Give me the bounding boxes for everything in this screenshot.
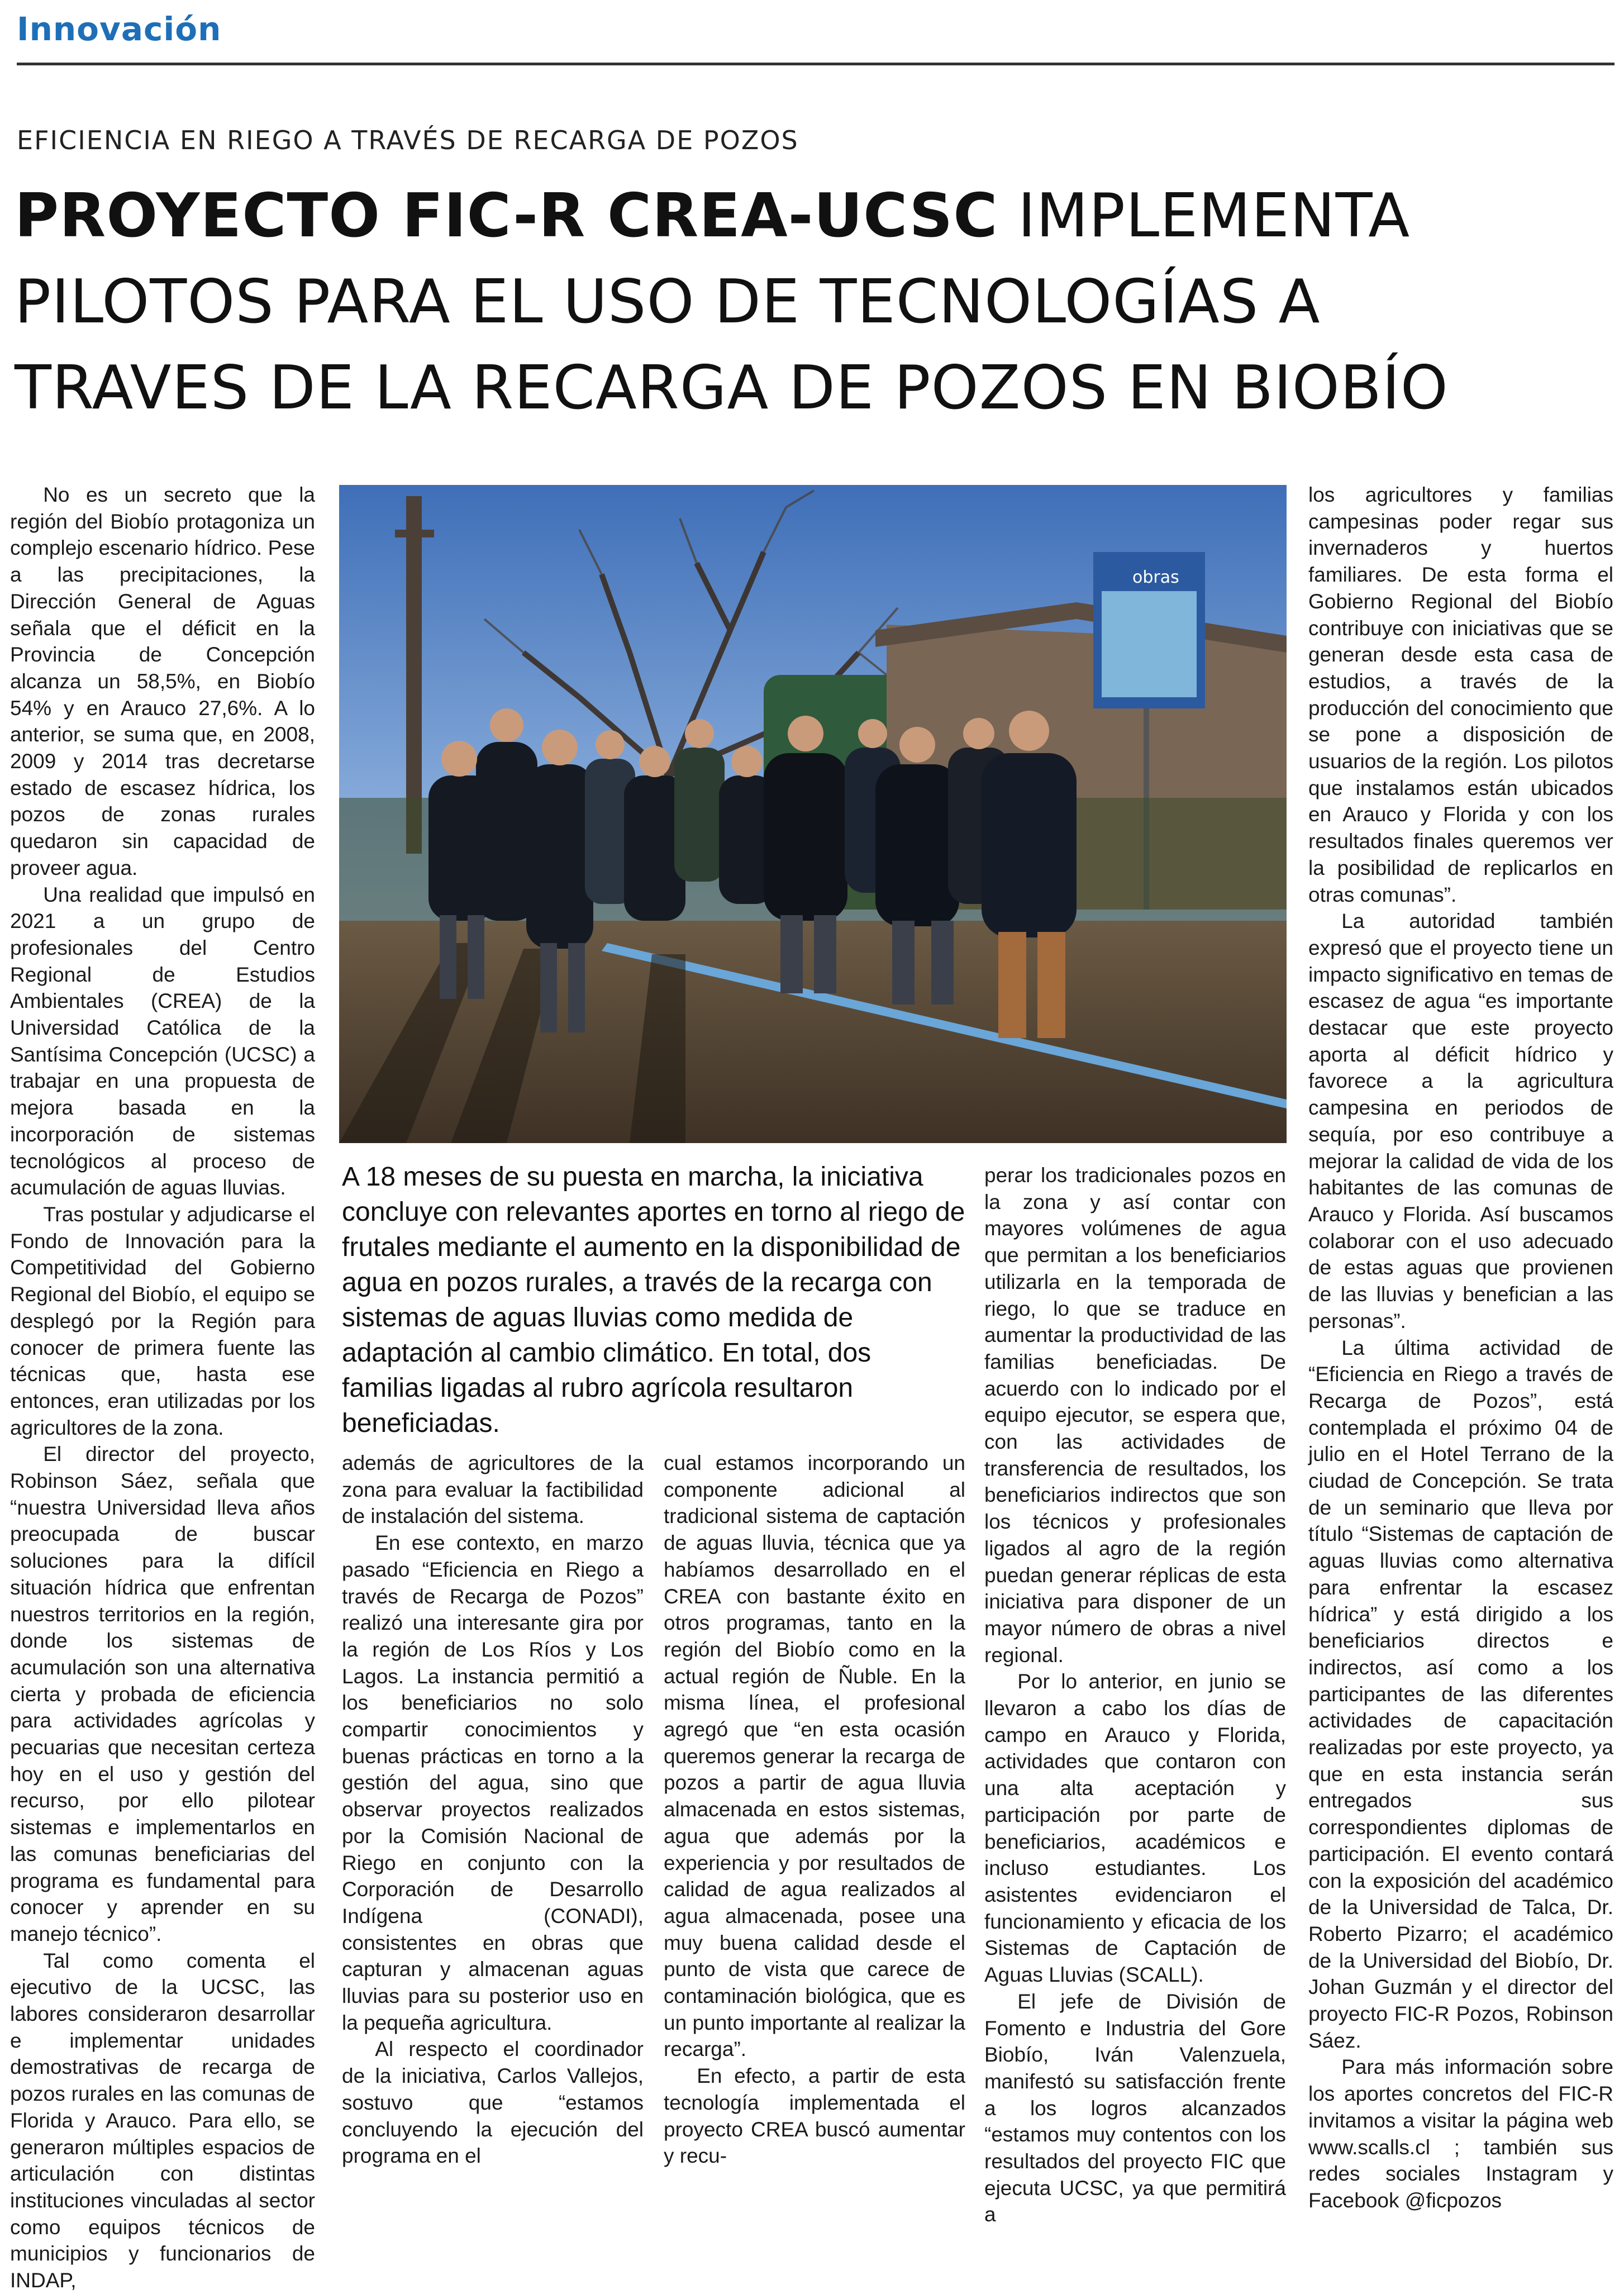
- header-rule: [17, 63, 1615, 65]
- article-column-3: [664, 1450, 965, 2168]
- paragraph: Tal como comenta el ejecutivo de la UCSC, las labores consideraron desarrollar e implementar unidades demostrativas de recarga de pozos rurales en las comunas de Florida y Arauco. Para ello, se generaron múltiples espacios de articulación con distintas instituciones vinculadas al sector como equipos técnicos de municipios y funcionarios de INDAP,: [10, 1949, 315, 2292]
- headline-rest: IMPLEMENTA: [998, 181, 1411, 251]
- headline-line-1: [15, 173, 1612, 259]
- kicker: EFICIENCIA EN RIEGO A TRAVÉS DE RECARGA DE POZOS: [17, 125, 799, 155]
- paragraph: En ese contexto, en marzo pasado “Eficiencia en Riego a través de Recarga de Pozos” realizó una interesante gira por la región de Los Ríos y Los Lagos. La instancia permitió a los beneficiarios no solo compartir conocimientos y buenas prácticas en torno a la gestión del agua, sino que observar proyectos realizados por la Comisión Nacional de Riego en conjunto con la Corporación de Desarrollo Indígena (CONADI), consistentes en obras que capturan y almacenan aguas lluvias para su posterior uso en la pequeña agricultura.: [342, 1531, 644, 2034]
- group-photo-illustration: [339, 485, 1287, 1143]
- paragraph: Tras postular y adjudicarse el Fondo de Innovación para la Competitividad del Gobierno Regional del Biobío, el equipo se desplegó por la Región para conocer de primera fuente las técnicas que, hasta ese entonces, eran utilizadas por los agricultores de la zona.: [10, 1202, 315, 1439]
- paragraph: Una realidad que impulsó en 2021 a un grupo de profesionales del Centro Regional de Estudios Ambientales (CREA) de la Universidad Católica de la Santísima Concepción (UCSC) a trabajar en una propuesta de mejora basada en la incorporación de sistemas tecnológicos al proceso de acumulación de aguas lluvias.: [10, 883, 315, 1200]
- paragraph: Para más información sobre los aportes concretos del FIC-R invitamos a visitar la página web www.scalls.cl ; también sus redes sociales Instagram y Facebook @ficpozos: [1308, 2055, 1613, 2212]
- paragraph: No es un secreto que la región del Biobío protagoniza un complejo escenario hídrico. Pese a las precipitaciones, la Dirección General de Aguas señala que el déficit en la Provincia de Concepción alcanza un 58,5%, en Biobío 54% y en Arauco 27,6%. A lo anterior, se suma que, en 2008, 2009 y 2014 tras decretarse estado de escasez hídrica, los pozos de zonas rurales quedaron sin capacidad de proveer agua.: [10, 483, 315, 879]
- headline-line-3: TRAVES DE LA RECARGA DE POZOS EN BIOBÍO: [15, 353, 1449, 423]
- paragraph: El jefe de División de Fomento e Industria del Gore Biobío, Iván Valenzuela, manifestó su satisfacción frente a los logros alcanzados “estamos muy contentos con los resultados del proyecto FIC que ejecuta UCSC, ya que permitirá a: [984, 1990, 1286, 2226]
- headline-bold: PROYECTO FIC-R CREA-UCSC: [15, 181, 998, 251]
- headline-line-2: PILOTOS PARA EL USO DE TECNOLOGÍAS A: [15, 267, 1321, 337]
- sign-text: obras: [1132, 568, 1179, 587]
- paragraph: además de agricultores de la zona para evaluar la factibilidad de instalación del sistema.: [342, 1451, 644, 1528]
- paragraph: La última actividad de “Eficiencia en Riego a través de Recarga de Pozos”, está contemplada el próximo 04 de julio en el Hotel Terrano de la ciudad de Concepción. Se trata de un seminario que lleva por título “Sistemas de captación de aguas lluvias como alternativa para enfrentar la escasez hídrica” y está dirigido a los beneficiarios directos e indirectos, así como a los participantes de las diferentes actividades de capacitación realizadas por este proyecto, ya que en esta instancia serán entregados sus correspondientes diplomas de participación. El evento contará con la exposición del académico de la Universidad de Talca, Dr. Roberto Pizarro; el académico de la Universidad del Biobío, Dr. Johan Guzmán y el director del proyecto FIC-R Pozos, Robinson Sáez.: [1308, 1336, 1613, 2052]
- paragraph: Al respecto el coordinador de la iniciativa, Carlos Vallejos, sostuvo que “estamos concluyendo la ejecución del programa en el: [342, 2038, 644, 2168]
- headline: [15, 173, 1612, 431]
- paragraph: cual estamos incorporando un componente adicional al tradicional sistema de captación de aguas lluvia, técnica que ya habíamos desarrollado en el CREA con bastante éxito en otros programas, tanto en la región del Biobío como en la actual región de Ñuble. En la misma línea, el profesional agregó que “en esta ocasión queremos generar la recarga de pozos a partir de agua lluvia almacenada en estos sistemas, agua que además por la experiencia y por resultados de calidad de agua realizados al agua almacenada, posee una muy buena calidad desde el punto de vista que carece de contaminación biológica, que es un punto importante al realizar la recarga”.: [664, 1451, 965, 2061]
- section-label: Innovación: [17, 10, 222, 48]
- paragraph: La autoridad también expresó que el proyecto tiene un impacto significativo en temas de escasez de agua “es importante destacar que este proyecto aporta al déficit hídrico y favorece a la agricultura campesina en periodos de sequía, por eso contribuye a mejorar la calidad de vida de los habitantes de las comunas de Arauco y Florida. Así buscamos colaborar con el uso adecuado de estas aguas que provienen de las lluvias y benefician a las personas”.: [1308, 910, 1613, 1332]
- paragraph: perar los tradicionales pozos en la zona y así contar con mayores volúmenes de agua que permitan a los beneficiarios utilizarla en la temporada de riego, lo que se traduce en aumentar la productividad de las familias beneficiadas. De acuerdo con lo indicado por el equipo ejecutor, se espera que, con las actividades de transferencia de resultados, los beneficiarios indirectos que son los técnicos y profesionales ligados al agro de la región puedan generar réplicas de esta iniciativa para disponer de un mayor número de obras a nivel regional.: [984, 1164, 1286, 1667]
- paragraph: Por lo anterior, en junio se llevaron a cabo los días de campo en Arauco y Florida, actividades que contaron con una alta aceptación y participación por parte de beneficiarios, académicos e incluso estudiantes. Los asistentes evidenciaron el funcionamiento y eficacia de los Sistemas de Captación de Aguas Lluvias (SCALL).: [984, 1670, 1286, 1987]
- paragraph: En efecto, a partir de esta tecnología implementada el proyecto CREA buscó aumentar y recu-: [664, 2064, 965, 2168]
- article-lead: A 18 meses de su puesta en marcha, la iniciativa concluye con relevantes aportes en torno al riego de frutales mediante el aumento en la disponibilidad de agua en pozos rurales, a través de la recarga con sistemas de aguas lluvias como medida de adaptación al cambio climático. En total, dos familias ligadas al rubro agrícola resultaron beneficiadas.: [342, 1162, 965, 1438]
- paragraph: los agricultores y familias campesinas poder regar sus invernaderos y huertos familiares. De esta forma el Gobierno Regional del Biobío contribuye con iniciativas que se generan desde esta casa de estudios, a través de la producción del conocimiento que se pone a disposición de usuarios de la región. Los pilotos que instalamos están ubicados en Arauco y Florida y con los resultados finales queremos ver la posibilidad de replicarlos en otras comunas”.: [1308, 483, 1613, 906]
- group-photo: [339, 485, 1287, 1143]
- article-column-5: [1308, 482, 1613, 2212]
- article-column-2: [342, 1450, 644, 2168]
- article-column-1: [10, 482, 315, 2292]
- article-column-4: [984, 1162, 1286, 2226]
- paragraph: El director del proyecto, Robinson Sáez, señala que “nuestra Universidad lleva años preocupada de buscar soluciones para la difícil situación hídrica que enfrentan nuestros territorios en la región, donde los sistemas de acumulación son una alternativa cierta y probada de eficiencia para actividades agrícolas y pecuarias que necesitan certeza hoy en el uso y gestión del recurso, por ello pilotear sistemas e implementarlos en las comunas beneficiarias del programa es fundamental para conocer y aprender en su manejo técnico”.: [10, 1443, 315, 1945]
